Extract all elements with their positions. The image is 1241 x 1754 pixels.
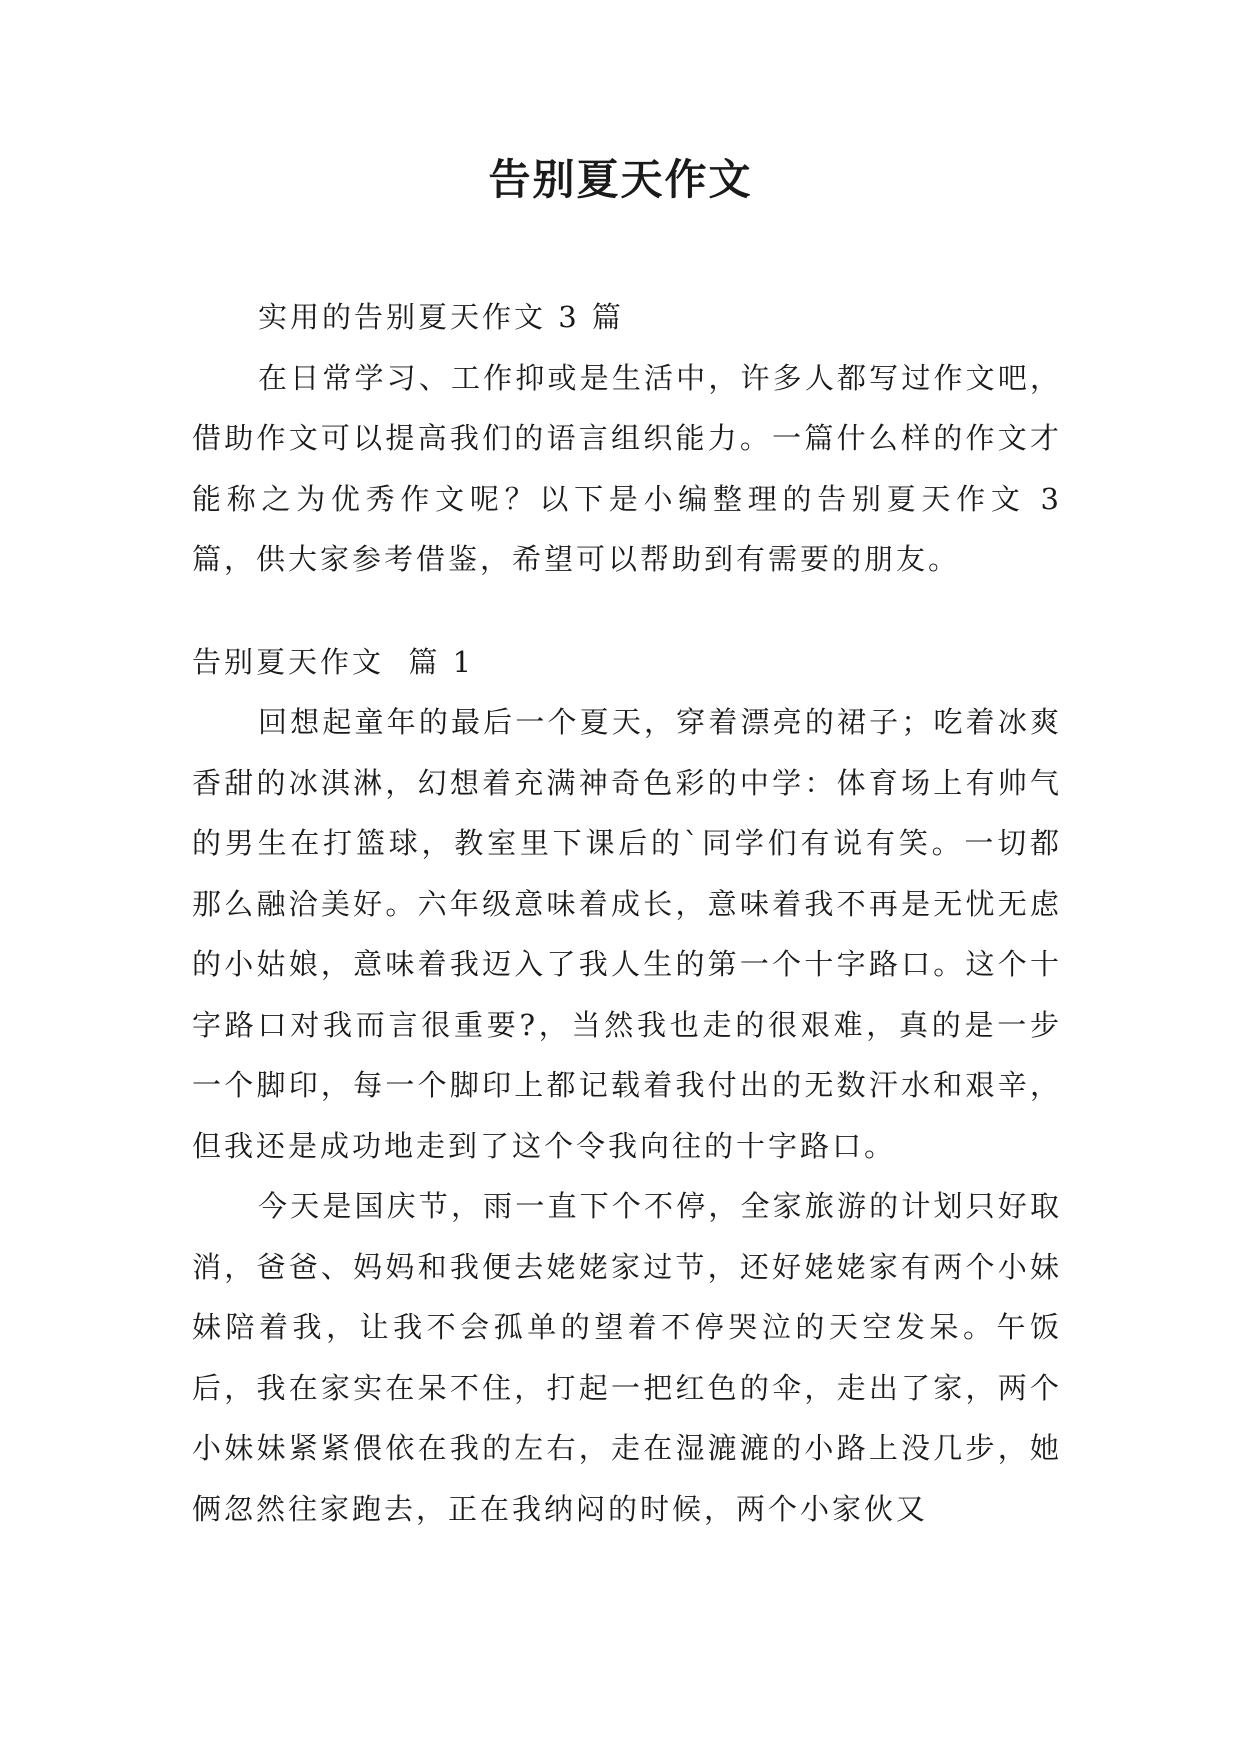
body-paragraph-1: 回想起童年的最后一个夏天，穿着漂亮的裙子；吃着冰爽香甜的冰淇淋，幻想着充满神奇色彩的中学：体育场上有帅气的男生在打篮球，教室里下课后的`同学们有说有笑。一切都那么融洽美好。六年级意味着成长，意味着我不再是无忧无虑的小姑娘，意味着我迈入了我人生的第一个十字路口。这个十字路口对我而言很重要?，当然我也走的很艰难，真的是一步一个脚印，每一个脚印上都记载着我付出的无数汗水和艰辛，但我还是成功地走到了这个令我向往的十字路口。 <box>192 705 1062 1163</box>
section-gap <box>192 590 1062 632</box>
intro-paragraph: 在日常学习、工作抑或是生活中，许多人都写过作文吧，借助作文可以提高我们的语言组织能力。一篇什么样的作文才能称之为优秀作文呢？以下是小编整理的告别夏天作文 3 篇，供大家参考借鉴，希望可以帮助到有需要的朋友。 <box>192 360 1062 576</box>
document-body <box>192 287 1062 1539</box>
document-subtitle: 实用的告别夏天作文 3 篇 <box>258 300 624 334</box>
body-paragraph-2: 今天是国庆节，雨一直下个不停，全家旅游的计划只好取消，爸爸、妈妈和我便去姥姥家过节，还好姥姥家有两个小妹妹陪着我，让我不会孤单的望着不停哭泣的天空发呆。午饭后，我在家实在呆不住，打起一把红色的伞，走出了家，两个小妹妹紧紧偎依在我的左右，走在湿漉漉的小路上没几步，她俩忽然往家跑去，正在我纳闷的时候，两个小家伙又 <box>192 1189 1062 1526</box>
section-heading: 告别夏天作文 篇 1 <box>192 644 475 679</box>
document-title: 告别夏天作文 <box>488 155 753 204</box>
